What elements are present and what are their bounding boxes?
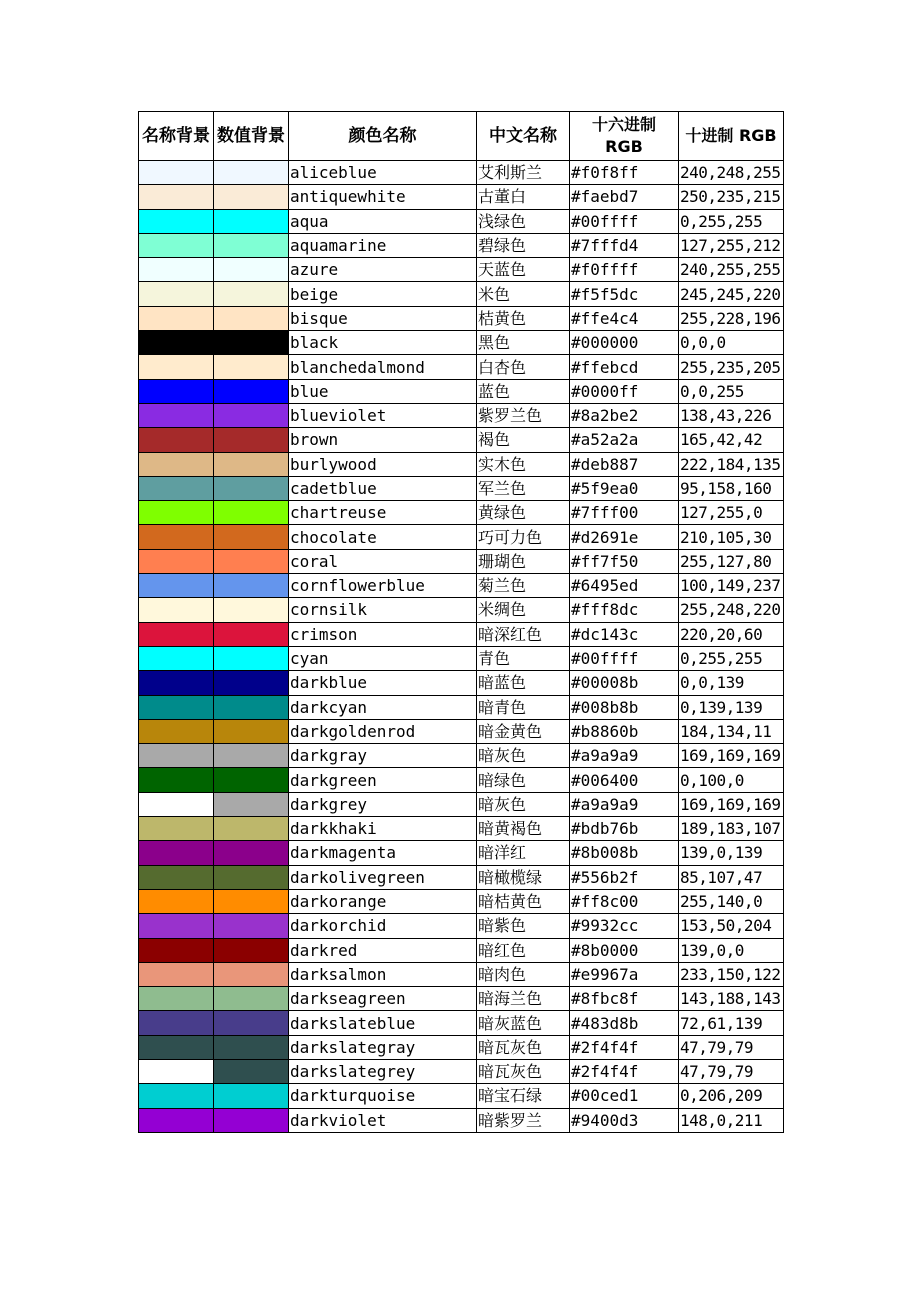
name-background-swatch [139,1035,214,1059]
color-name-cell: cyan [289,646,477,670]
hex-value-cell: #d2691e [570,525,679,549]
hex-value-cell: #00ffff [570,209,679,233]
rgb-value-cell: 0,139,139 [679,695,784,719]
value-background-swatch [214,1011,289,1035]
chinese-name-cell: 暗桔黄色 [477,889,570,913]
rgb-value-cell: 0,255,255 [679,646,784,670]
rgb-value-cell: 220,20,60 [679,622,784,646]
table-row [139,792,784,816]
name-background-swatch [139,574,214,598]
name-background-swatch [139,355,214,379]
chinese-name-cell: 米绸色 [477,598,570,622]
name-background-swatch [139,282,214,306]
name-background-swatch [139,962,214,986]
name-background-swatch [139,987,214,1011]
chinese-name-cell: 天蓝色 [477,258,570,282]
value-background-swatch [214,525,289,549]
value-background-swatch [214,428,289,452]
name-background-swatch [139,452,214,476]
hex-value-cell: #fff8dc [570,598,679,622]
rgb-value-cell: 139,0,139 [679,841,784,865]
value-background-swatch [214,574,289,598]
table-row [139,233,784,257]
color-name-cell: darkmagenta [289,841,477,865]
value-background-swatch [214,865,289,889]
color-name-cell: burlywood [289,452,477,476]
value-background-swatch [214,161,289,185]
table-row [139,889,784,913]
hex-value-cell: #bdb76b [570,817,679,841]
color-name-cell: blue [289,379,477,403]
hex-value-cell: #00008b [570,671,679,695]
color-name-cell: antiquewhite [289,185,477,209]
name-background-swatch [139,914,214,938]
name-background-swatch [139,525,214,549]
table-row [139,549,784,573]
header-row [139,112,784,161]
hex-value-cell: #7fff00 [570,501,679,525]
chinese-name-cell: 珊瑚色 [477,549,570,573]
value-background-swatch [214,501,289,525]
header-chinese-name: 中文名称 [477,112,570,161]
chinese-name-cell: 暗深红色 [477,622,570,646]
color-name-cell: darkblue [289,671,477,695]
table-row [139,938,784,962]
value-background-swatch [214,646,289,670]
color-name-cell: darkolivegreen [289,865,477,889]
chinese-name-cell: 艾利斯兰 [477,161,570,185]
hex-value-cell: #2f4f4f [570,1059,679,1083]
hex-value-cell: #7fffd4 [570,233,679,257]
table-row [139,865,784,889]
color-name-cell: darkslategray [289,1035,477,1059]
chinese-name-cell: 桔黄色 [477,306,570,330]
name-background-swatch [139,501,214,525]
table-row [139,161,784,185]
chinese-name-cell: 暗瓦灰色 [477,1059,570,1083]
rgb-value-cell: 255,248,220 [679,598,784,622]
name-background-swatch [139,331,214,355]
chinese-name-cell: 暗紫罗兰 [477,1108,570,1132]
chinese-name-cell: 浅绿色 [477,209,570,233]
hex-value-cell: #0000ff [570,379,679,403]
value-background-swatch [214,938,289,962]
color-name-cell: aqua [289,209,477,233]
rgb-value-cell: 0,206,209 [679,1084,784,1108]
hex-value-cell: #5f9ea0 [570,476,679,500]
value-background-swatch [214,1108,289,1132]
color-name-cell: chartreuse [289,501,477,525]
rgb-value-cell: 72,61,139 [679,1011,784,1035]
name-background-swatch [139,817,214,841]
chinese-name-cell: 白杏色 [477,355,570,379]
table-row [139,1059,784,1083]
rgb-value-cell: 245,245,220 [679,282,784,306]
table-row [139,282,784,306]
table-row [139,841,784,865]
table-row [139,646,784,670]
header-name-bg: 名称背景 [139,112,214,161]
rgb-value-cell: 210,105,30 [679,525,784,549]
hex-value-cell: #006400 [570,768,679,792]
rgb-value-cell: 222,184,135 [679,452,784,476]
name-background-swatch [139,161,214,185]
name-background-swatch [139,889,214,913]
value-background-swatch [214,914,289,938]
table-row [139,695,784,719]
hex-value-cell: #000000 [570,331,679,355]
hex-value-cell: #556b2f [570,865,679,889]
value-background-swatch [214,987,289,1011]
chinese-name-cell: 暗海兰色 [477,987,570,1011]
hex-value-cell: #f5f5dc [570,282,679,306]
color-name-cell: darkgreen [289,768,477,792]
name-background-swatch [139,233,214,257]
table-row [139,744,784,768]
value-background-swatch [214,1035,289,1059]
table-row [139,598,784,622]
color-name-cell: blueviolet [289,403,477,427]
value-background-swatch [214,792,289,816]
rgb-value-cell: 165,42,42 [679,428,784,452]
rgb-value-cell: 250,235,215 [679,185,784,209]
hex-value-cell: #483d8b [570,1011,679,1035]
color-name-cell: chocolate [289,525,477,549]
rgb-value-cell: 0,0,139 [679,671,784,695]
rgb-value-cell: 143,188,143 [679,987,784,1011]
table-row [139,379,784,403]
rgb-value-cell: 85,107,47 [679,865,784,889]
hex-value-cell: #ffe4c4 [570,306,679,330]
table-row [139,331,784,355]
rgb-value-cell: 169,169,169 [679,744,784,768]
value-background-swatch [214,355,289,379]
hex-value-cell: #00ffff [570,646,679,670]
value-background-swatch [214,817,289,841]
value-background-swatch [214,233,289,257]
table-body [139,161,784,1133]
rgb-value-cell: 148,0,211 [679,1108,784,1132]
hex-value-cell: #00ced1 [570,1084,679,1108]
table-row [139,719,784,743]
name-background-swatch [139,428,214,452]
chinese-name-cell: 暗绿色 [477,768,570,792]
name-background-swatch [139,1108,214,1132]
chinese-name-cell: 古董白 [477,185,570,209]
color-name-cell: darkgrey [289,792,477,816]
rgb-value-cell: 47,79,79 [679,1035,784,1059]
color-name-cell: darkred [289,938,477,962]
color-name-cell: black [289,331,477,355]
name-background-swatch [139,841,214,865]
color-name-cell: cornflowerblue [289,574,477,598]
value-background-swatch [214,403,289,427]
color-name-cell: blanchedalmond [289,355,477,379]
table-row [139,1035,784,1059]
hex-value-cell: #a9a9a9 [570,744,679,768]
color-name-cell: darkturquoise [289,1084,477,1108]
table-row [139,525,784,549]
color-name-cell: darkslateblue [289,1011,477,1035]
table-row [139,306,784,330]
header-color-name: 颜色名称 [289,112,477,161]
chinese-name-cell: 实木色 [477,452,570,476]
name-background-swatch [139,1011,214,1035]
value-background-swatch [214,331,289,355]
hex-value-cell: #ffebcd [570,355,679,379]
table-row [139,622,784,646]
color-name-cell: azure [289,258,477,282]
color-name-cell: beige [289,282,477,306]
name-background-swatch [139,258,214,282]
table-row [139,1011,784,1035]
chinese-name-cell: 暗红色 [477,938,570,962]
header-hex-rgb: 十六进制 RGB [570,112,679,161]
rgb-value-cell: 0,100,0 [679,768,784,792]
name-background-swatch [139,671,214,695]
color-name-cell: aliceblue [289,161,477,185]
rgb-value-cell: 95,158,160 [679,476,784,500]
hex-value-cell: #dc143c [570,622,679,646]
value-background-swatch [214,622,289,646]
hex-value-cell: #f0ffff [570,258,679,282]
rgb-value-cell: 0,0,255 [679,379,784,403]
chinese-name-cell: 暗蓝色 [477,671,570,695]
chinese-name-cell: 米色 [477,282,570,306]
rgb-value-cell: 255,228,196 [679,306,784,330]
chinese-name-cell: 紫罗兰色 [477,403,570,427]
name-background-swatch [139,476,214,500]
table-row [139,428,784,452]
hex-value-cell: #a9a9a9 [570,792,679,816]
chinese-name-cell: 褐色 [477,428,570,452]
chinese-name-cell: 蓝色 [477,379,570,403]
color-name-cell: darkviolet [289,1108,477,1132]
chinese-name-cell: 军兰色 [477,476,570,500]
chinese-name-cell: 暗黄褐色 [477,817,570,841]
rgb-value-cell: 189,183,107 [679,817,784,841]
chinese-name-cell: 暗橄榄绿 [477,865,570,889]
color-name-cell: darksalmon [289,962,477,986]
name-background-swatch [139,1059,214,1083]
chinese-name-cell: 暗瓦灰色 [477,1035,570,1059]
value-background-swatch [214,258,289,282]
hex-value-cell: #8a2be2 [570,403,679,427]
value-background-swatch [214,452,289,476]
chinese-name-cell: 暗肉色 [477,962,570,986]
table-row [139,1084,784,1108]
color-name-cell: cadetblue [289,476,477,500]
hex-value-cell: #f0f8ff [570,161,679,185]
hex-value-cell: #8b008b [570,841,679,865]
value-background-swatch [214,841,289,865]
value-background-swatch [214,889,289,913]
name-background-swatch [139,719,214,743]
name-background-swatch [139,598,214,622]
value-background-swatch [214,719,289,743]
chinese-name-cell: 暗紫色 [477,914,570,938]
chinese-name-cell: 暗青色 [477,695,570,719]
color-name-cell: bisque [289,306,477,330]
name-background-swatch [139,379,214,403]
rgb-value-cell: 255,140,0 [679,889,784,913]
name-background-swatch [139,1084,214,1108]
value-background-swatch [214,744,289,768]
color-name-cell: darkslategrey [289,1059,477,1083]
name-background-swatch [139,865,214,889]
chinese-name-cell: 暗宝石绿 [477,1084,570,1108]
value-background-swatch [214,695,289,719]
chinese-name-cell: 黑色 [477,331,570,355]
value-background-swatch [214,379,289,403]
hex-value-cell: #b8860b [570,719,679,743]
color-name-cell: darkseagreen [289,987,477,1011]
table-row [139,914,784,938]
rgb-value-cell: 100,149,237 [679,574,784,598]
color-name-cell: coral [289,549,477,573]
name-background-swatch [139,209,214,233]
table-row [139,1108,784,1132]
rgb-value-cell: 47,79,79 [679,1059,784,1083]
chinese-name-cell: 暗灰色 [477,744,570,768]
color-name-cell: cornsilk [289,598,477,622]
chinese-name-cell: 暗金黄色 [477,719,570,743]
chinese-name-cell: 碧绿色 [477,233,570,257]
chinese-name-cell: 暗洋红 [477,841,570,865]
color-name-cell: darkkhaki [289,817,477,841]
rgb-value-cell: 139,0,0 [679,938,784,962]
rgb-value-cell: 255,235,205 [679,355,784,379]
table-row [139,962,784,986]
rgb-value-cell: 0,0,0 [679,331,784,355]
table-row [139,355,784,379]
color-name-cell: darkcyan [289,695,477,719]
color-name-cell: brown [289,428,477,452]
chinese-name-cell: 黄绿色 [477,501,570,525]
table-row [139,501,784,525]
table-row [139,574,784,598]
color-name-cell: darkorange [289,889,477,913]
value-background-swatch [214,306,289,330]
color-name-cell: aquamarine [289,233,477,257]
table-row [139,403,784,427]
rgb-value-cell: 127,255,0 [679,501,784,525]
color-name-cell: darkgoldenrod [289,719,477,743]
rgb-value-cell: 240,255,255 [679,258,784,282]
name-background-swatch [139,306,214,330]
table-row [139,817,784,841]
table-row [139,476,784,500]
chinese-name-cell: 暗灰蓝色 [477,1011,570,1035]
hex-value-cell: #deb887 [570,452,679,476]
hex-value-cell: #ff7f50 [570,549,679,573]
chinese-name-cell: 青色 [477,646,570,670]
hex-value-cell: #8b0000 [570,938,679,962]
name-background-swatch [139,695,214,719]
rgb-value-cell: 127,255,212 [679,233,784,257]
name-background-swatch [139,646,214,670]
name-background-swatch [139,549,214,573]
table-row [139,671,784,695]
hex-value-cell: #9932cc [570,914,679,938]
value-background-swatch [214,598,289,622]
hex-value-cell: #ff8c00 [570,889,679,913]
name-background-swatch [139,622,214,646]
name-background-swatch [139,185,214,209]
color-name-cell: crimson [289,622,477,646]
rgb-value-cell: 169,169,169 [679,792,784,816]
hex-value-cell: #faebd7 [570,185,679,209]
rgb-value-cell: 184,134,11 [679,719,784,743]
hex-value-cell: #a52a2a [570,428,679,452]
value-background-swatch [214,768,289,792]
hex-value-cell: #6495ed [570,574,679,598]
hex-value-cell: #8fbc8f [570,987,679,1011]
rgb-value-cell: 240,248,255 [679,161,784,185]
hex-value-cell: #9400d3 [570,1108,679,1132]
value-background-swatch [214,962,289,986]
table-row [139,987,784,1011]
value-background-swatch [214,476,289,500]
rgb-value-cell: 153,50,204 [679,914,784,938]
value-background-swatch [214,209,289,233]
chinese-name-cell: 巧可力色 [477,525,570,549]
hex-value-cell: #008b8b [570,695,679,719]
name-background-swatch [139,768,214,792]
header-value-bg: 数值背景 [214,112,289,161]
rgb-value-cell: 233,150,122 [679,962,784,986]
value-background-swatch [214,671,289,695]
value-background-swatch [214,1059,289,1083]
chinese-name-cell: 暗灰色 [477,792,570,816]
color-name-cell: darkgray [289,744,477,768]
table-row [139,452,784,476]
table-row [139,768,784,792]
name-background-swatch [139,403,214,427]
chinese-name-cell: 菊兰色 [477,574,570,598]
name-background-swatch [139,938,214,962]
header-decimal-rgb: 十进制 RGB [679,112,784,161]
value-background-swatch [214,549,289,573]
color-name-cell: darkorchid [289,914,477,938]
hex-value-cell: #2f4f4f [570,1035,679,1059]
color-table [138,111,784,1133]
rgb-value-cell: 255,127,80 [679,549,784,573]
hex-value-cell: #e9967a [570,962,679,986]
value-background-swatch [214,282,289,306]
rgb-value-cell: 138,43,226 [679,403,784,427]
name-background-swatch [139,744,214,768]
rgb-value-cell: 0,255,255 [679,209,784,233]
value-background-swatch [214,1084,289,1108]
table-row [139,258,784,282]
table-row [139,209,784,233]
table-row [139,185,784,209]
value-background-swatch [214,185,289,209]
name-background-swatch [139,792,214,816]
